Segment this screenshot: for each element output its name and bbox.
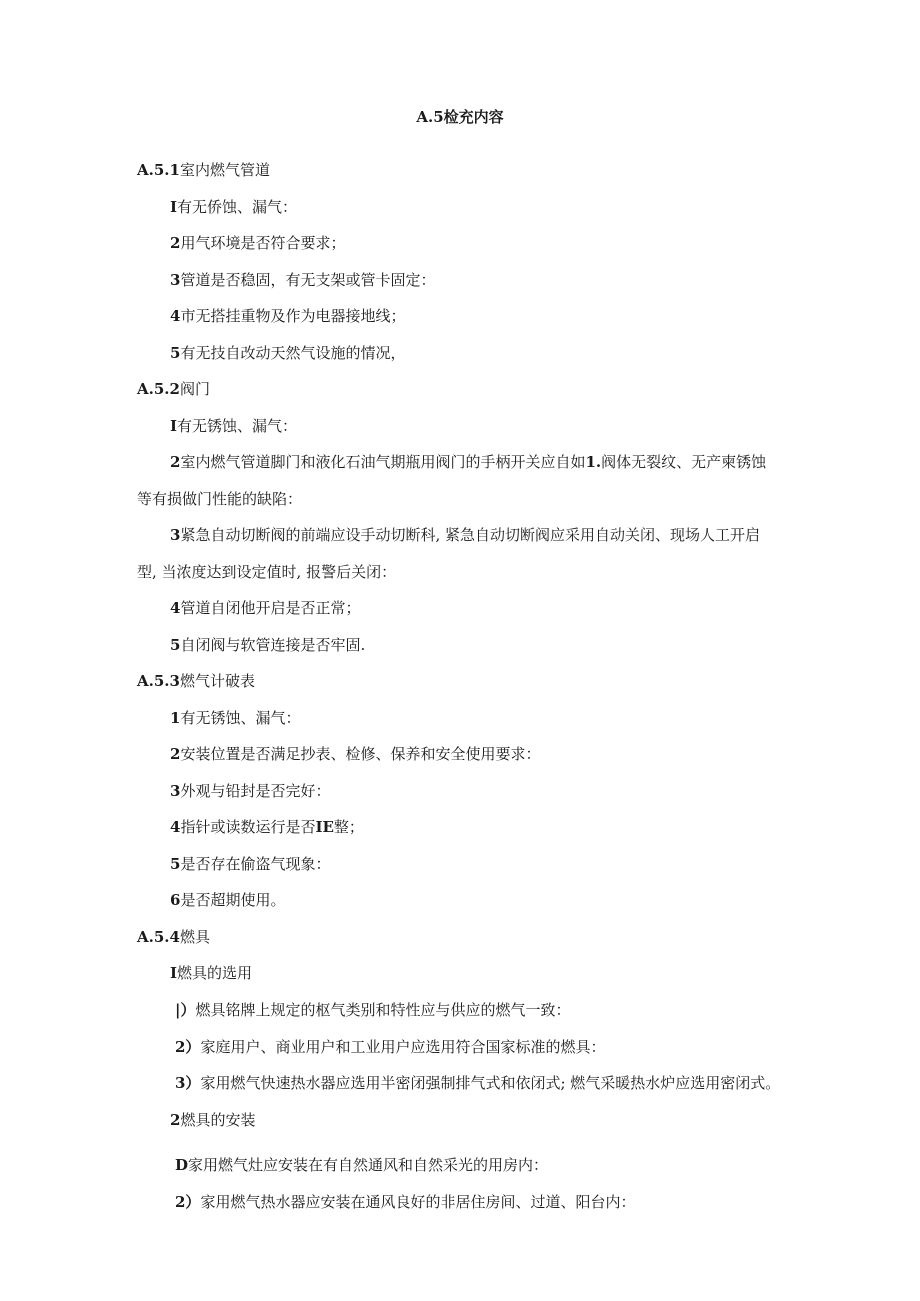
section-title: 阀门	[179, 380, 210, 398]
item-text: 管道是否稳固，有无支架或管卡固定：	[180, 271, 436, 289]
item-number: 3	[170, 526, 181, 544]
item-text: 家用燃气热水器应安装在通风良好的非居住房间、过道、阳台内：	[200, 1193, 636, 1211]
item-number: 4	[170, 818, 181, 836]
list-item	[170, 708, 300, 728]
item-text: 用气环境是否符合要求；	[180, 234, 346, 252]
list-item	[170, 452, 766, 472]
item-text: 家用燃气快速热水器应选用半密闭强制排气式和依闭式; 燃气采暖热水炉应选用密闭式。	[200, 1074, 781, 1092]
item-text: 自闭阀与软管连接是否牢固.	[180, 636, 366, 654]
item-number: 3	[170, 271, 181, 289]
section-number: A.5.3	[137, 672, 180, 690]
item-number: 5	[170, 344, 181, 362]
item-text-continued: 整；	[333, 818, 364, 836]
item-text: 有无侨蚀、漏气：	[177, 198, 298, 216]
item-text: 室内燃气管道脚门和液化石油气期瓶用阀门的手柄开关应自如	[180, 453, 586, 471]
item-text: 燃具的安装	[180, 1111, 256, 1129]
item-text: 指针或读数运行是否	[180, 818, 316, 836]
item-number: 5	[170, 636, 181, 654]
item-number: 4	[170, 599, 181, 617]
section-heading	[137, 671, 255, 691]
item-text: 安装位置是否满足抄表、检修、保养和安全使用要求：	[180, 745, 541, 763]
section-heading	[137, 927, 210, 947]
item-text: 是否超期使用。	[180, 891, 286, 909]
item-text: 燃具铭牌上规定的枢气类别和特性应与供应的燃气一致：	[195, 1001, 571, 1019]
item-text: 管道自闭他开启是否正常；	[180, 599, 361, 617]
section-number: A.5.1	[137, 161, 180, 179]
item-number: 2）	[175, 1193, 201, 1211]
list-item	[170, 270, 435, 290]
item-text: 有无技自改动天然气设施的情况，	[180, 344, 406, 362]
item-text: 有无锈蚀、漏气：	[180, 709, 301, 727]
list-item	[170, 781, 330, 801]
item-text: 市无搭挂重物及作为电器接地线；	[180, 307, 406, 325]
item-number: I	[170, 417, 178, 435]
list-item	[170, 854, 330, 874]
item-number: 2	[170, 234, 181, 252]
list-item	[170, 963, 252, 983]
list-item	[170, 197, 297, 217]
item-number: 4	[170, 307, 181, 325]
item-number: 3）	[175, 1074, 201, 1092]
item-number: 2）	[175, 1038, 201, 1056]
item-number: 2	[170, 1111, 181, 1129]
item-number: 1	[170, 709, 181, 727]
sub-list-item	[175, 1000, 570, 1020]
item-number: 3	[170, 782, 181, 800]
item-text-continued: 阀体无裂纹、无产柬锈蚀	[601, 453, 767, 471]
list-item	[170, 525, 760, 545]
section-title: 燃具	[179, 928, 210, 946]
item-number: D	[175, 1156, 189, 1174]
list-item	[170, 635, 365, 655]
list-item	[170, 343, 405, 363]
item-number-inline: 1.	[585, 453, 602, 471]
item-text: 是否存在偷盗气现象：	[180, 855, 331, 873]
list-item	[170, 306, 405, 326]
sub-list-item	[175, 1037, 605, 1057]
list-item	[170, 416, 297, 436]
list-item	[170, 817, 364, 837]
item-text: 紧急自动切断阀的前端应设手动切断科, 紧急自动切断阀应采用自动关闭、现场人工开启	[180, 526, 760, 544]
item-number: 2	[170, 453, 181, 471]
item-number: 5	[170, 855, 181, 873]
section-title: 室内燃气管道	[179, 161, 270, 179]
list-item	[170, 744, 540, 764]
section-heading	[137, 379, 210, 399]
item-number: I	[170, 964, 178, 982]
list-item-continuation: 等有损做门性能的缺陷：	[137, 490, 303, 508]
section-number: A.5.2	[137, 380, 180, 398]
page-title: A.5检充内容	[416, 108, 504, 126]
item-number: |）	[175, 1001, 196, 1019]
sub-list-item	[175, 1192, 635, 1212]
item-text: 家庭用户、商业用户和工业用户应选用符合国家标准的燃具：	[200, 1038, 606, 1056]
section-title: 燃气计破表	[179, 672, 255, 690]
item-text: 有无锈蚀、漏气：	[177, 417, 298, 435]
list-item	[170, 890, 285, 910]
item-text: 外观与铅封是否完好：	[180, 782, 331, 800]
list-item	[170, 1110, 255, 1130]
item-text: 燃具的选用	[177, 964, 253, 982]
list-item	[170, 233, 345, 253]
section-number: A.5.4	[137, 928, 180, 946]
item-number: 6	[170, 891, 181, 909]
section-heading	[137, 160, 270, 180]
list-item-continuation: 型, 当浓度达到设定值时, 报警后关闭：	[137, 563, 397, 581]
item-text: 家用燃气灶应安装在有自然通风和自然采光的用房内：	[188, 1156, 549, 1174]
sub-list-item	[175, 1155, 548, 1175]
sub-list-item	[175, 1073, 780, 1093]
list-item	[170, 598, 360, 618]
item-number: I	[170, 198, 178, 216]
item-number: 2	[170, 745, 181, 763]
item-number-inline: IE	[315, 818, 334, 836]
